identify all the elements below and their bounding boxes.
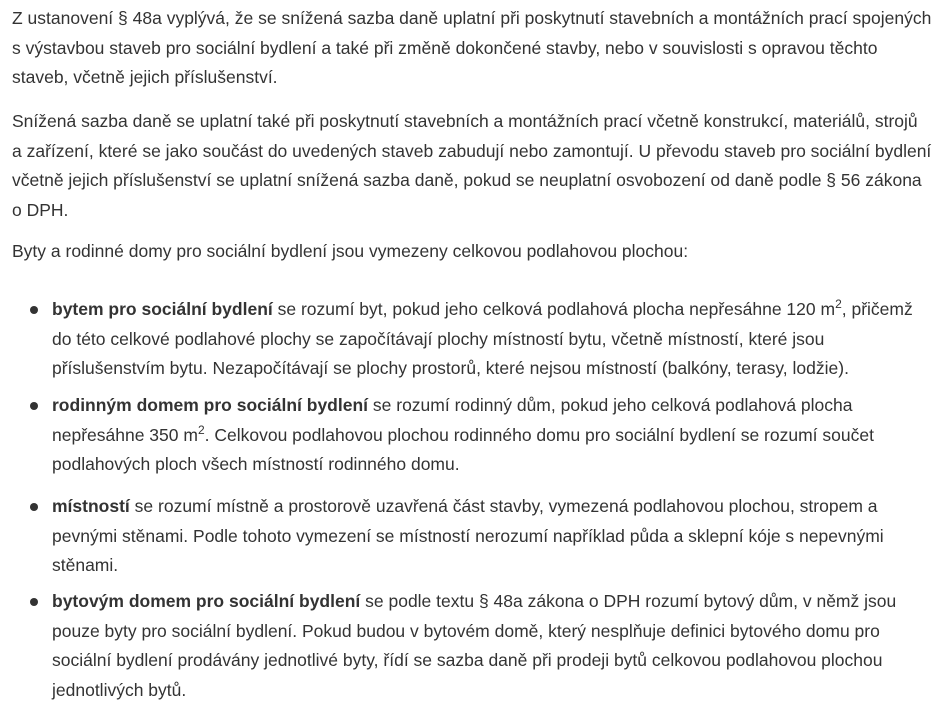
bullet-icon (30, 598, 38, 606)
definition-text: se rozumí byt, pokud jeho celková podlahová plocha nepřesáhne 120 m (272, 299, 836, 319)
term-rodinny-dum: rodinným domem pro sociální bydlení (52, 395, 369, 415)
superscript: 2 (197, 422, 205, 437)
bullet-icon (30, 402, 38, 410)
paragraph-definitions-lead: Byty a rodinné domy pro sociální bydlení jsou vymezeny celkovou podlahovou plochou: (12, 241, 689, 261)
paragraph-intro: Z ustanovení § 48a vyplývá, že se snížená sazba daně uplatní při poskytnutí stavebních a montážních prací spojených s výstavbou staveb pro sociální bydlení a také při změně dokončené stavby, nebo v souvislosti s opravou těchto staveb, včetně jejich příslušenství. (12, 8, 932, 87)
list-item-rodinny-dum (52, 391, 924, 480)
term-byt: bytem pro sociální bydlení (52, 299, 273, 319)
list-item-bytovy-dum (52, 587, 924, 705)
bullet-icon (30, 306, 38, 314)
definition-text: . Celkovou podlahovou plochou rodinného domu pro sociální bydlení se rozumí součet podlahových ploch všech místností rodinného domu. (52, 424, 874, 474)
paragraph-reduced-rate: Snížená sazba daně se uplatní také při poskytnutí stavebních a montážních prací včetně konstrukcí, materiálů, strojů a zařízení, které se jako součást do uvedených staveb zabudují nebo zamontují. U převodu staveb pro sociální bydlení včetně jejich příslušenství se uplatní snížená sazba daně, pokud se neuplatní osvobození od daně podle § 56 zákona o DPH. (12, 111, 932, 220)
term-mistnost: místností (52, 496, 130, 516)
definition-text: se podle textu § 48a zákona o DPH rozumí bytový dům, v němž jsou pouze byty pro sociální bydlení. Pokud budou v bytovém domě, který nesplňuje definici bytového domu pro sociální bydlení prodávány jednotlivé byty, řídí se sazba daně při prodeji bytů celkovou podlahovou plochou jednotlivých bytů. (52, 591, 897, 700)
term-bytovy-dum: bytovým domem pro sociální bydlení (52, 591, 361, 611)
list-item-mistnost (52, 492, 924, 581)
superscript: 2 (835, 297, 842, 311)
bullet-icon (30, 503, 38, 511)
definition-text: se rozumí rodinný dům, pokud jeho celková podlahová plocha nepřesáhne 350 m (52, 395, 853, 445)
list-item-byt (52, 295, 924, 384)
definition-text: se rozumí místně a prostorově uzavřená část stavby, vymezená podlahovou plochou, stropem a pevnými stěnami. Podle tohoto vymezení se místností nerozumí například půda a sklepní kóje s nepevnými stěnami. (52, 496, 884, 575)
definition-text: , přičemž do této celkové podlahové plochy se započítávají plochy místností bytu, včetně místností, které jsou příslušenstvím bytu. Nezapočítávají se plochy prostorů, které nejsou místností (balkóny, terasy, lodžie). (52, 299, 913, 378)
